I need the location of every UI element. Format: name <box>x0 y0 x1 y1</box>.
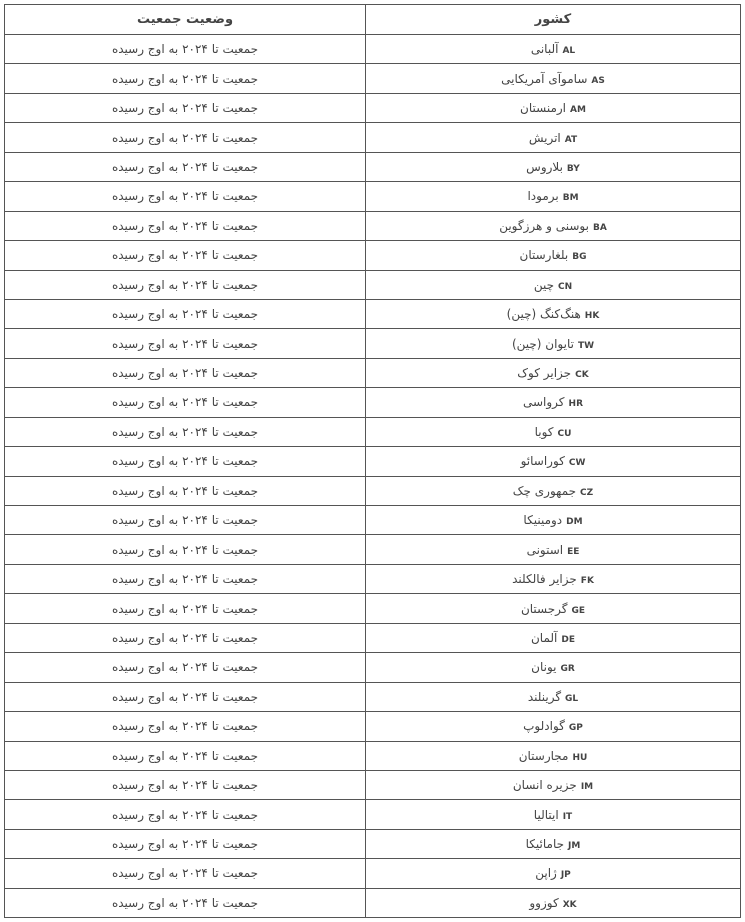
population-table <box>4 4 741 918</box>
country-name: ژاپن <box>535 866 557 881</box>
country-cell <box>366 211 741 240</box>
status-cell: جمعیت تا ۲۰۲۴ به اوج رسیده <box>5 770 366 799</box>
table-body <box>5 35 741 918</box>
country-code: BM <box>562 193 579 204</box>
country-code: GR <box>560 664 575 675</box>
table-row <box>5 535 741 564</box>
country-code: BA <box>592 222 607 233</box>
table-row <box>5 35 741 64</box>
country-code: CW <box>568 458 586 469</box>
country-code: CN <box>558 281 573 292</box>
country-code: AM <box>570 105 586 116</box>
country-column-header: کشور <box>366 5 741 35</box>
country-code: BY <box>566 163 580 174</box>
country-name: تایوان (چین) <box>511 336 574 351</box>
status-cell: جمعیت تا ۲۰۲۴ به اوج رسیده <box>5 64 366 93</box>
country-name: آلمان <box>530 630 558 645</box>
status-column-header: وضعیت جمعیت <box>5 5 366 35</box>
country-name: ساموآی آمریکایی <box>501 71 588 86</box>
status-cell: جمعیت تا ۲۰۲۴ به اوج رسیده <box>5 535 366 564</box>
country-name: هنگ‌کنگ (چین) <box>506 307 581 322</box>
country-name: بلاروس <box>526 159 563 174</box>
country-name: جمهوری چک <box>512 483 577 498</box>
table-row <box>5 299 741 328</box>
country-code: IM <box>580 782 594 793</box>
table-row <box>5 152 741 181</box>
status-cell: جمعیت تا ۲۰۲۴ به اوج رسیده <box>5 211 366 240</box>
country-cell <box>366 506 741 535</box>
country-name: گوادلوپ <box>523 719 565 734</box>
country-cell <box>366 535 741 564</box>
country-cell <box>366 564 741 593</box>
status-cell: جمعیت تا ۲۰۲۴ به اوج رسیده <box>5 93 366 122</box>
status-cell: جمعیت تا ۲۰۲۴ به اوج رسیده <box>5 152 366 181</box>
table-row <box>5 770 741 799</box>
table-row <box>5 476 741 505</box>
country-code: JM <box>568 841 581 852</box>
status-cell: جمعیت تا ۲۰۲۴ به اوج رسیده <box>5 623 366 652</box>
country-cell <box>366 182 741 211</box>
country-code: AT <box>564 134 578 145</box>
table-row <box>5 241 741 270</box>
country-name: کوراسائو <box>520 454 565 469</box>
country-cell <box>366 712 741 741</box>
status-cell: جمعیت تا ۲۰۲۴ به اوج رسیده <box>5 329 366 358</box>
country-cell <box>366 888 741 917</box>
table-row <box>5 800 741 829</box>
country-code: EE <box>567 546 580 557</box>
status-cell: جمعیت تا ۲۰۲۴ به اوج رسیده <box>5 653 366 682</box>
country-name: گرجستان <box>520 601 568 616</box>
country-cell <box>366 859 741 888</box>
country-name: استونی <box>526 542 564 557</box>
country-cell <box>366 152 741 181</box>
country-cell <box>366 623 741 652</box>
country-cell <box>366 64 741 93</box>
status-cell: جمعیت تا ۲۰۲۴ به اوج رسیده <box>5 358 366 387</box>
country-code: AS <box>591 75 605 86</box>
country-name: بوسنی و هرزگوین <box>499 218 589 233</box>
table-row <box>5 64 741 93</box>
table-row <box>5 270 741 299</box>
table-row <box>5 211 741 240</box>
country-code: DE <box>561 634 576 645</box>
country-code: BG <box>572 252 587 263</box>
status-cell: جمعیت تا ۲۰۲۴ به اوج رسیده <box>5 829 366 858</box>
country-code: GE <box>571 605 586 616</box>
country-cell <box>366 770 741 799</box>
table-row <box>5 417 741 446</box>
country-cell <box>366 329 741 358</box>
country-code: GL <box>565 693 579 704</box>
status-cell: جمعیت تا ۲۰۲۴ به اوج رسیده <box>5 741 366 770</box>
table-header-row <box>5 5 741 35</box>
country-name: برمودا <box>527 189 559 204</box>
country-cell <box>366 270 741 299</box>
country-code: GP <box>568 723 583 734</box>
country-name: یونان <box>531 660 557 675</box>
status-cell: جمعیت تا ۲۰۲۴ به اوج رسیده <box>5 594 366 623</box>
status-cell: جمعیت تا ۲۰۲۴ به اوج رسیده <box>5 800 366 829</box>
table-row <box>5 358 741 387</box>
country-cell <box>366 299 741 328</box>
country-code: XK <box>562 899 577 910</box>
country-cell <box>366 417 741 446</box>
status-cell: جمعیت تا ۲۰۲۴ به اوج رسیده <box>5 888 366 917</box>
status-cell: جمعیت تا ۲۰۲۴ به اوج رسیده <box>5 241 366 270</box>
country-name: چین <box>533 277 555 292</box>
country-cell <box>366 93 741 122</box>
status-cell: جمعیت تا ۲۰۲۴ به اوج رسیده <box>5 506 366 535</box>
status-cell: جمعیت تا ۲۰۲۴ به اوج رسیده <box>5 123 366 152</box>
country-cell <box>366 447 741 476</box>
status-cell: جمعیت تا ۲۰۲۴ به اوج رسیده <box>5 712 366 741</box>
status-cell: جمعیت تا ۲۰۲۴ به اوج رسیده <box>5 299 366 328</box>
country-name: دومینیکا <box>523 513 563 528</box>
country-cell <box>366 388 741 417</box>
table-row <box>5 888 741 917</box>
status-cell: جمعیت تا ۲۰۲۴ به اوج رسیده <box>5 417 366 446</box>
table-row <box>5 682 741 711</box>
table-row <box>5 594 741 623</box>
table-row <box>5 329 741 358</box>
status-cell: جمعیت تا ۲۰۲۴ به اوج رسیده <box>5 476 366 505</box>
country-name: ایتالیا <box>533 807 559 822</box>
table-row <box>5 712 741 741</box>
country-cell <box>366 358 741 387</box>
country-name: اتریش <box>528 130 561 145</box>
country-code: CU <box>557 428 572 439</box>
country-code: HU <box>572 752 588 763</box>
status-cell: جمعیت تا ۲۰۲۴ به اوج رسیده <box>5 270 366 299</box>
table-row <box>5 564 741 593</box>
country-cell <box>366 800 741 829</box>
table-row <box>5 859 741 888</box>
status-cell: جمعیت تا ۲۰۲۴ به اوج رسیده <box>5 182 366 211</box>
status-cell: جمعیت تا ۲۰۲۴ به اوج رسیده <box>5 859 366 888</box>
country-name: کوبا <box>534 424 554 439</box>
table-row <box>5 447 741 476</box>
country-code: IT <box>562 811 573 822</box>
country-code: HK <box>584 311 600 322</box>
country-code: TW <box>577 340 595 351</box>
country-cell <box>366 594 741 623</box>
country-name: مجارستان <box>518 748 569 763</box>
country-name: ارمنستان <box>520 101 567 116</box>
country-code: CZ <box>580 487 594 498</box>
status-cell: جمعیت تا ۲۰۲۴ به اوج رسیده <box>5 388 366 417</box>
country-cell <box>366 476 741 505</box>
country-name: کرواسی <box>523 395 565 410</box>
table-row <box>5 388 741 417</box>
country-cell <box>366 653 741 682</box>
status-cell: جمعیت تا ۲۰۲۴ به اوج رسیده <box>5 447 366 476</box>
status-cell: جمعیت تا ۲۰۲۴ به اوج رسیده <box>5 564 366 593</box>
country-code: CK <box>575 370 589 381</box>
country-cell <box>366 682 741 711</box>
country-cell <box>366 241 741 270</box>
country-code: HR <box>568 399 583 410</box>
country-name: کوزوو <box>529 895 559 910</box>
table-row <box>5 829 741 858</box>
country-code: FK <box>580 576 594 587</box>
country-cell <box>366 35 741 64</box>
table-row <box>5 623 741 652</box>
country-code: AL <box>562 46 576 57</box>
table-row <box>5 182 741 211</box>
country-name: جزایر کوک <box>517 366 572 381</box>
status-cell: جمعیت تا ۲۰۲۴ به اوج رسیده <box>5 35 366 64</box>
country-name: بلغارستان <box>519 248 569 263</box>
country-cell <box>366 123 741 152</box>
table-row <box>5 653 741 682</box>
country-name: جزایر فالکلند <box>512 572 577 587</box>
country-code: DM <box>566 517 583 528</box>
table-row <box>5 93 741 122</box>
country-cell <box>366 741 741 770</box>
table-row <box>5 506 741 535</box>
country-name: آلبانی <box>530 42 559 57</box>
table-row <box>5 741 741 770</box>
country-code: JP <box>560 870 571 881</box>
country-name: جامائیکا <box>525 837 565 852</box>
country-name: جزیره انسان <box>512 778 577 793</box>
country-cell <box>366 829 741 858</box>
country-name: گرینلند <box>527 689 562 704</box>
status-cell: جمعیت تا ۲۰۲۴ به اوج رسیده <box>5 682 366 711</box>
table-row <box>5 123 741 152</box>
